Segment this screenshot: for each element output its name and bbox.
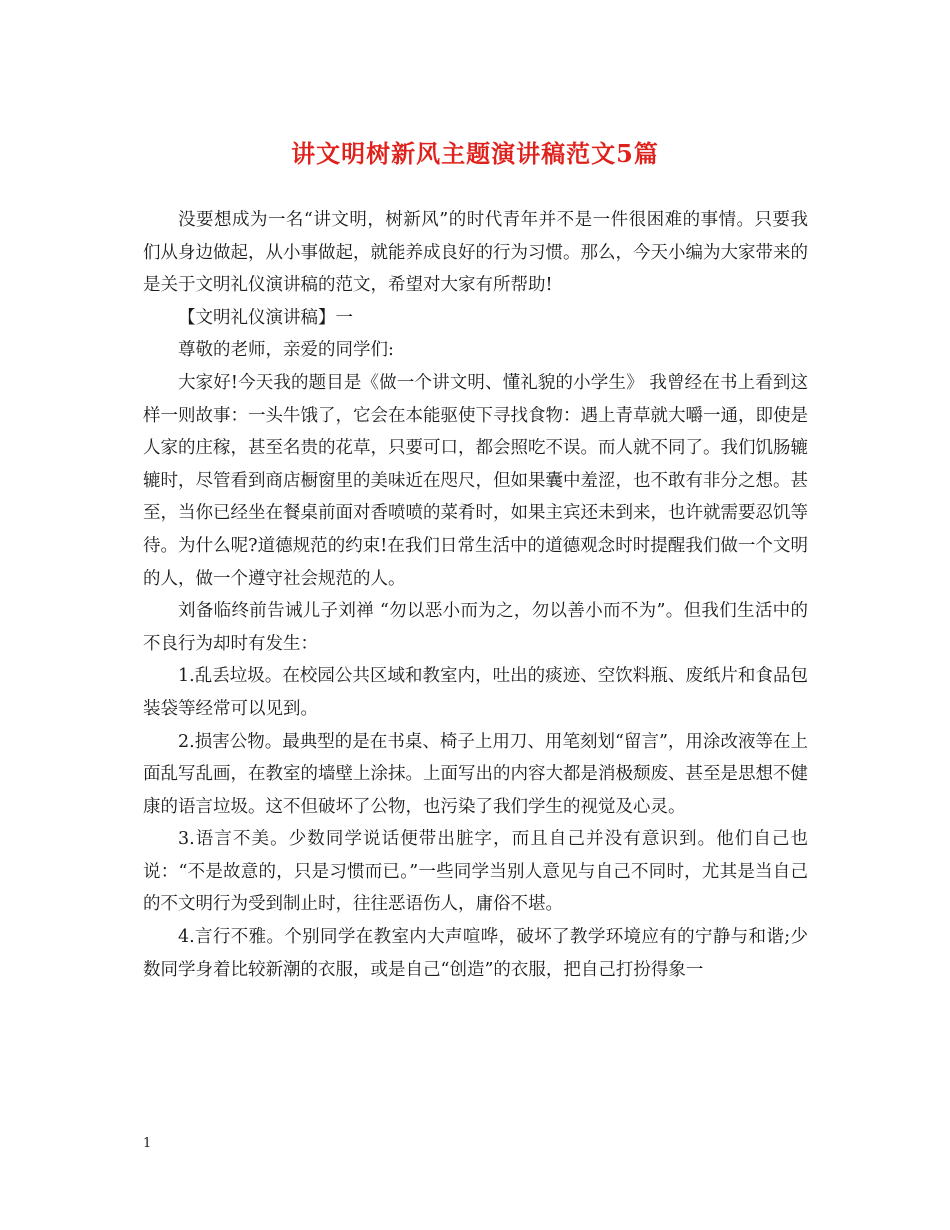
list-item-language: 3.语言不美。少数同学说话便带出脏字，而且自己并没有意识到。他们自己也说：“不是故意的，只是习惯而已。”一些同学当别人意见与自己不同时，尤其是当自己的不文明行为受到制止时，往往恶语伤人，庸俗不堪。 — [143, 829, 808, 915]
document-body — [143, 204, 808, 986]
page-title: 讲文明树新风主题演讲稿范文5篇 — [291, 139, 659, 168]
paragraph-story: 大家好!今天我的题目是《做一个讲文明、懂礼貌的小学生》 我曾经在书上看到这样一则故事：一头牛饿了，它会在本能驱使下寻找食物：遇上青草就大嚼一通，即使是人家的庄稼，甚至名贵的花草，只要可口，都会照吃不误。而人就不同了。我们饥肠辘辘时，尽管看到商店橱窗里的美味近在咫尺，但如果囊中羞涩，也不敢有非分之想。甚至，当你已经坐在餐桌前面对香喷喷的菜肴时，如果主宾还未到来，也许就需要忍饥等待。为什么呢?道德规范的约束!在我们日常生活中的道德观念时时提醒我们做一个文明的人，做一个遵守社会规范的人。 — [143, 372, 808, 589]
page-number: 1 — [143, 1136, 152, 1151]
section-heading: 【文明礼仪演讲稿】一 — [178, 307, 353, 328]
list-item-litter: 1.乱丢垃圾。在校园公共区域和教室内，吐出的痰迹、空饮料瓶、废纸片和食品包装袋等经常可以见到。 — [143, 666, 808, 719]
list-item-property: 2.损害公物。最典型的是在书桌、椅子上用刀、用笔刻划“留言”，用涂改液等在上面乱写乱画，在教室的墙壁上涂抹。上面写出的内容大都是消极颓废、甚至是思想不健康的语言垃圾。这不但破坏了公物，也污染了我们学生的视觉及心灵。 — [143, 731, 808, 817]
list-item-behavior: 4.言行不雅。个别同学在教室内大声喧哗，破坏了教学环境应有的宁静与和谐;少数同学身着比较新潮的衣服，或是自己“创造”的衣服，把自己打扮得象一 — [143, 927, 808, 980]
paragraph-quote: 刘备临终前告诫儿子刘禅 “勿以恶小而为之，勿以善小而不为”。但我们生活中的不良行为却时有发生： — [143, 601, 808, 654]
paragraph-salutation: 尊敬的老师，亲爱的同学们: — [178, 340, 394, 361]
paragraph-intro: 没要想成为一名“讲文明，树新风”的时代青年并不是一件很困难的事情。只要我们从身边做起，从小事做起，就能养成良好的行为习惯。那么，今天小编为大家带来的是关于文明礼仪演讲稿的范文，希望对大家有所帮助! — [143, 210, 808, 296]
